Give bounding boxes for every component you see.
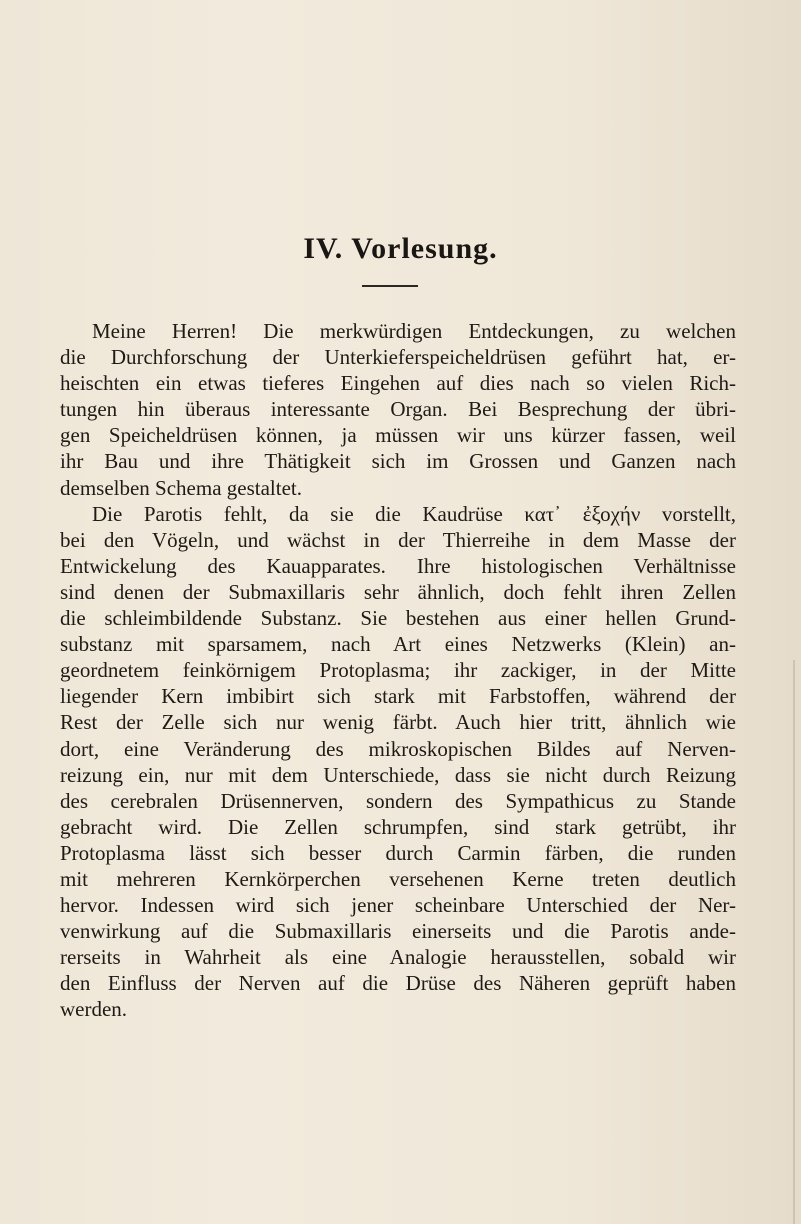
text-line: heischten ein etwas tieferes Eingehen auf dies nach so vielen Rich- [60,371,736,396]
text-line: Meine Herren! Die merkwürdigen Entdeckungen, zu welchen [92,319,736,343]
text-line: Entwickelung des Kauapparates. Ihre histologischen Verhältnisse [60,553,736,578]
text-line: liegender Kern imbibirt sich stark mit Farbstoffen, während der [60,684,736,709]
text-line: werden. [60,997,128,1022]
text-line: rerseits in Wahrheit als eine Analogie herausstellen, sobald wir [60,945,736,970]
text-line: die Durchforschung der Unterkieferspeicheldrüsen geführt hat, er- [60,345,736,370]
text-line: reizung ein, nur mit dem Unterschiede, dass sie nicht durch Reizung [60,762,736,787]
text-line: den Einfluss der Nerven auf die Drüse des Näheren geprüft haben [60,971,736,996]
text-line: dort, eine Veränderung des mikroskopischen Bildes auf Nerven- [60,736,736,761]
text-line: geordnetem feinkörnigem Protoplasma; ihr zackiger, in der Mitte [60,658,736,683]
body-text [60,318,736,1023]
text-line: Die Parotis fehlt, da sie die Kaudrüse κατ᾽ ἐξοχήν vorstellt, [92,501,736,526]
heading-divider [362,285,418,287]
text-line: Rest der Zelle sich nur wenig färbt. Auch hier tritt, ähnlich wie [60,710,736,735]
text-line: mit mehreren Kernkörperchen versehenen Kerne treten deutlich [60,866,736,891]
text-line: des cerebralen Drüsennerven, sondern des Sympathicus zu Stande [60,788,736,813]
text-line: gen Speicheldrüsen können, ja müssen wir uns kürzer fassen, weil [60,423,736,448]
page-edge-shadow [793,660,795,1224]
text-line: substanz mit sparsamem, nach Art eines Netzwerks (Klein) an- [60,632,736,657]
text-line: demselben Schema gestaltet. [60,475,303,500]
text-line: Protoplasma lässt sich besser durch Carmin färben, die runden [60,840,736,865]
text-line: die schleimbildende Substanz. Sie bestehen aus einer hellen Grund- [60,606,736,631]
text-line: tungen hin überaus interessante Organ. Bei Besprechung der übri- [60,397,736,422]
text-line: sind denen der Submaxillaris sehr ähnlich, doch fehlt ihren Zellen [60,579,736,604]
text-line: bei den Vögeln, und wächst in der Thierreihe in dem Masse der [60,527,736,552]
text-line: gebracht wird. Die Zellen schrumpfen, sind stark getrübt, ihr [60,814,736,839]
chapter-heading: IV. Vorlesung. [303,232,498,265]
text-line: hervor. Indessen wird sich jener scheinbare Unterschied der Ner- [60,893,736,918]
text-line: ihr Bau und ihre Thätigkeit sich im Grossen und Ganzen nach [60,449,736,474]
text-line: venwirkung auf die Submaxillaris einerseits und die Parotis ande- [60,919,736,944]
